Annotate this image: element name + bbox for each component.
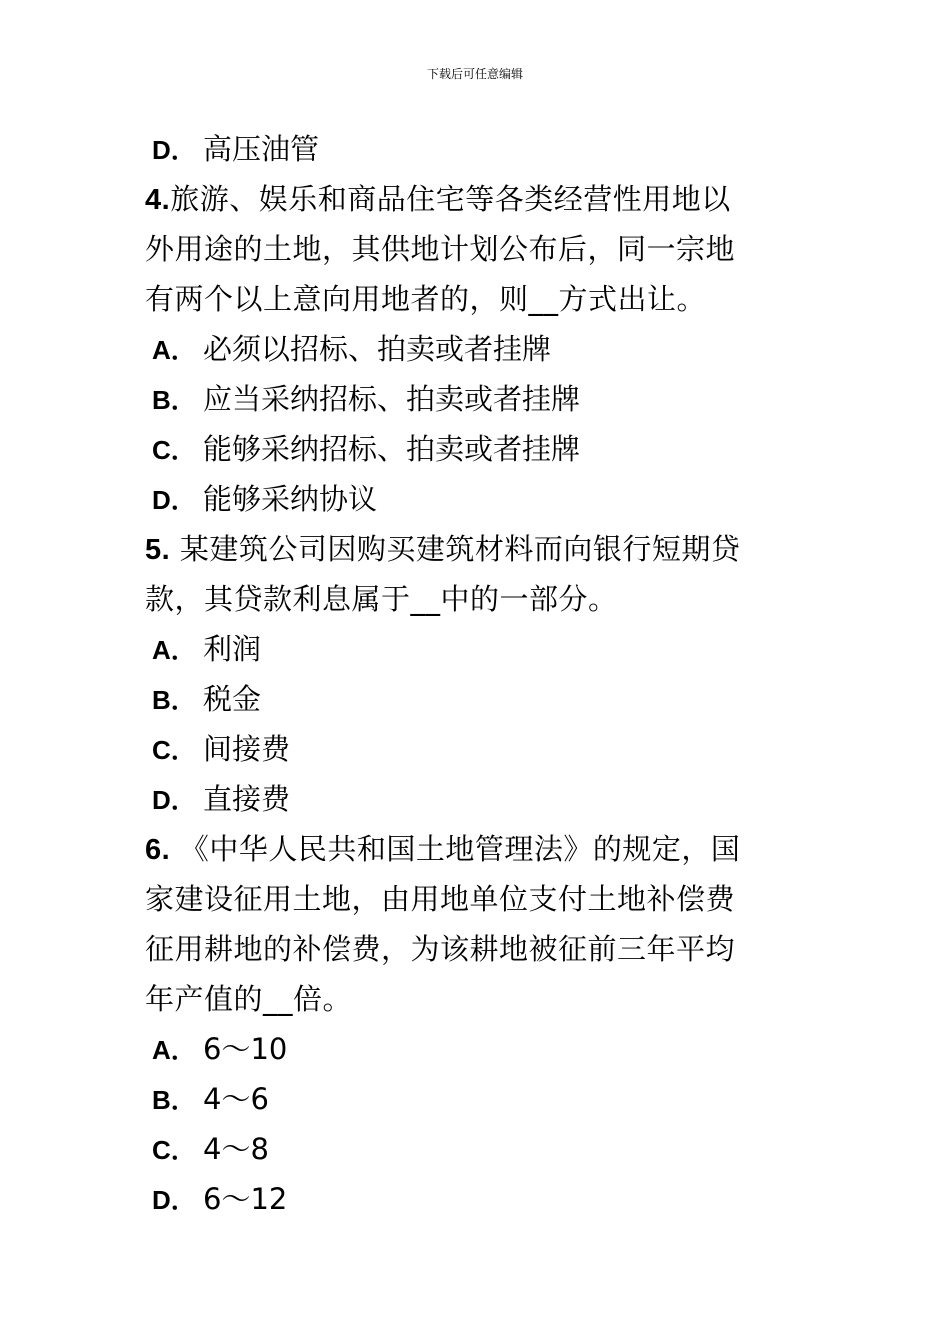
question-number: 5. — [145, 534, 171, 566]
question-4 — [145, 174, 815, 524]
prev-question-option-d — [145, 124, 815, 174]
option-letter: C． — [152, 435, 197, 465]
option-b — [145, 674, 815, 724]
option-letter: B． — [152, 1085, 197, 1115]
document-body — [145, 124, 815, 1224]
option-text: 间接费 — [203, 732, 291, 766]
header-note: 下载后可任意编辑 — [426, 67, 523, 81]
question-text: 款，其贷款利息属于__中的一部分。 — [145, 582, 618, 616]
option-b — [145, 1074, 815, 1124]
option-text: 能够采纳协议 — [203, 482, 378, 516]
option-text: 利润 — [203, 632, 262, 666]
option-text: 应当采纳招标、拍卖或者挂牌 — [203, 382, 581, 416]
question-text: 某建筑公司因购买建筑材料而向银行短期贷 — [170, 532, 741, 566]
option-letter: D． — [152, 785, 197, 815]
option-text: 直接费 — [203, 782, 291, 816]
option-text: 能够采纳招标、拍卖或者挂牌 — [203, 432, 581, 466]
option-c — [145, 424, 815, 474]
question-5 — [145, 524, 815, 824]
option-a — [145, 324, 815, 374]
option-text: 4～6 — [203, 1082, 269, 1116]
option-letter: D． — [152, 485, 197, 515]
question-stem-line — [145, 524, 815, 574]
option-letter: D． — [152, 1185, 197, 1215]
question-stem-line — [145, 224, 815, 274]
question-stem-line — [145, 924, 815, 974]
question-text: 征用耕地的补偿费，为该耕地被征前三年平均 — [145, 932, 736, 966]
question-number: 4. — [145, 184, 171, 216]
question-text: 家建设征用土地，由用地单位支付土地补偿费 — [145, 882, 736, 916]
question-6 — [145, 824, 815, 1224]
option-c — [145, 724, 815, 774]
option-d — [145, 1174, 815, 1224]
option-letter: B． — [152, 685, 197, 715]
option-d — [145, 774, 815, 824]
option-letter: C． — [152, 735, 197, 765]
question-text: 《中华人民共和国土地管理法》的规定，国 — [170, 832, 741, 866]
option-a — [145, 624, 815, 674]
option-letter: D． — [152, 135, 197, 165]
option-text: 4～8 — [203, 1132, 269, 1166]
question-text: 年产值的__倍。 — [145, 982, 353, 1016]
option-letter: C． — [152, 1135, 197, 1165]
question-stem-line — [145, 874, 815, 924]
option-d — [145, 474, 815, 524]
option-c — [145, 1124, 815, 1174]
option-text: 税金 — [203, 682, 262, 716]
option-b — [145, 374, 815, 424]
question-stem-line — [145, 574, 815, 624]
question-stem-line — [145, 974, 815, 1024]
question-text: 外用途的土地，其供地计划公布后，同一宗地 — [145, 232, 736, 266]
question-stem-line — [145, 174, 815, 224]
option-letter: A． — [152, 1035, 197, 1065]
option-a — [145, 1024, 815, 1074]
question-number: 6. — [145, 834, 171, 866]
option-letter: A． — [152, 335, 197, 365]
option-text: 必须以招标、拍卖或者挂牌 — [203, 332, 552, 366]
option-text: 6～12 — [203, 1182, 288, 1216]
question-text: 旅游、娱乐和商品住宅等各类经营性用地以 — [170, 182, 731, 216]
option-text: 6～10 — [203, 1032, 288, 1066]
question-stem-line — [145, 824, 815, 874]
option-letter: A． — [152, 635, 197, 665]
option-letter: B． — [152, 385, 197, 415]
question-stem-line — [145, 274, 815, 324]
option-text: 高压油管 — [203, 132, 320, 166]
question-text: 有两个以上意向用地者的，则__方式出让。 — [145, 282, 707, 316]
